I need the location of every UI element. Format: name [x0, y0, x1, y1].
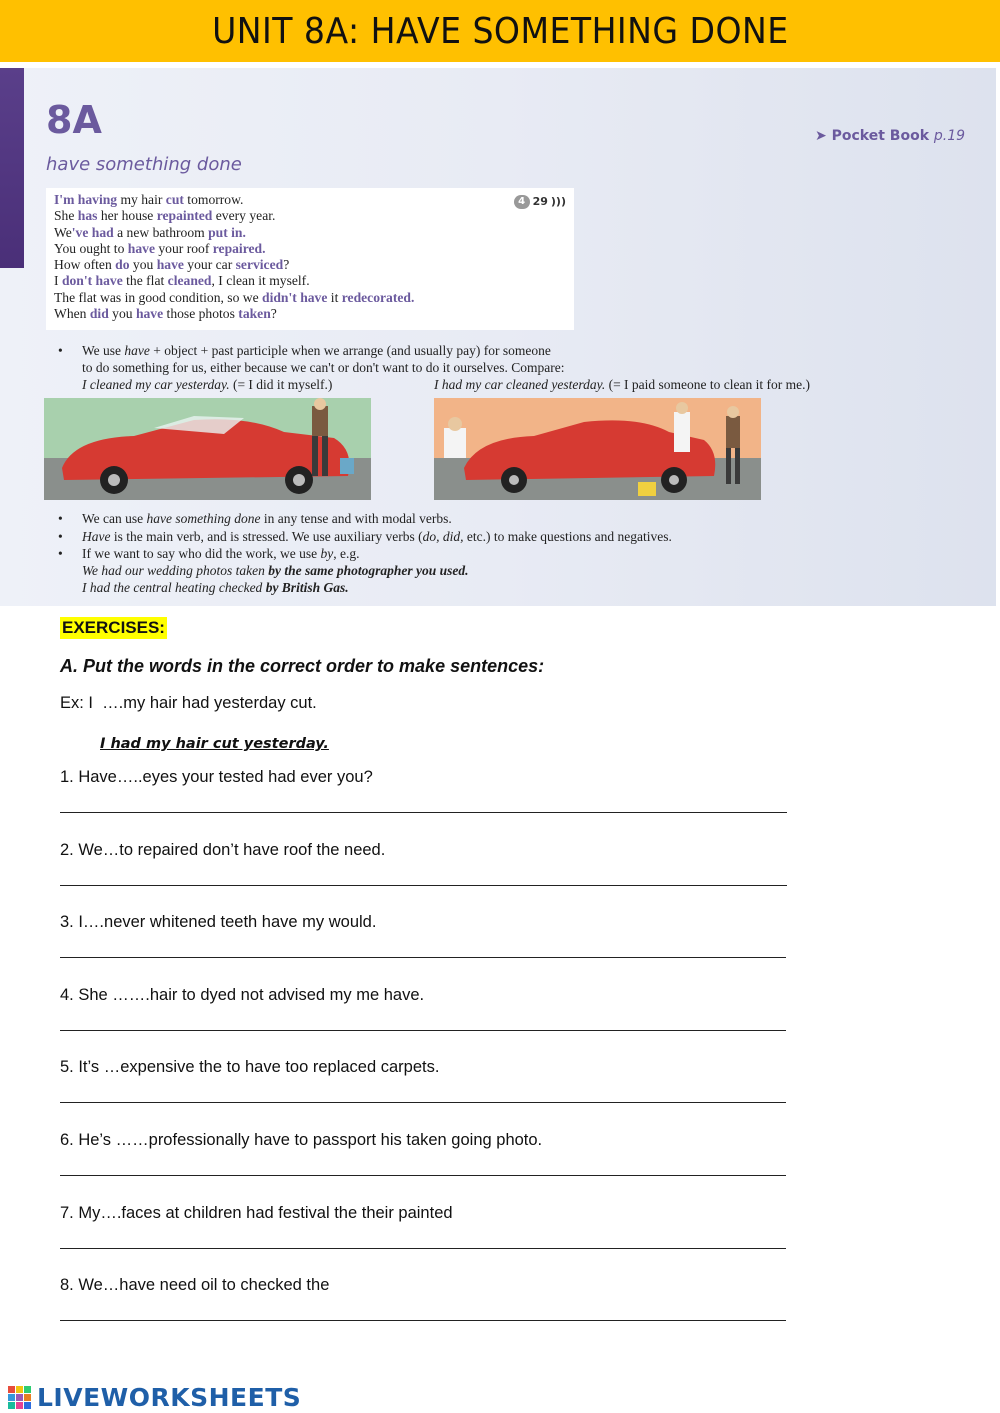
answer-line[interactable]	[60, 812, 787, 813]
audio-track-badge	[514, 194, 566, 210]
title-banner	[0, 0, 1000, 62]
note-agent: • If we want to say who did the work, we use by, e.g. We had our wedding photos taken by the same photographer you used. I had the central heating checked by British Gas.	[58, 546, 469, 595]
exercise-question: 1. Have…..eyes your tested had ever you?	[60, 768, 373, 786]
arrow-icon: ➤	[815, 128, 827, 144]
illustration-man-cleaning-car	[44, 398, 371, 500]
cd-icon: 4	[514, 195, 530, 209]
sound-waves-icon: )))	[550, 195, 566, 208]
note-stress: • Have is the main verb, and is stressed. We use auxiliary verbs (do, did, etc.) to make questions and negatives.	[58, 529, 672, 544]
example-sentence: I don't have the flat cleaned, I clean it myself.	[54, 273, 310, 289]
answer-line[interactable]	[60, 885, 787, 886]
exercise-question: 5. It’s …expensive the to have too replaced carpets.	[60, 1058, 440, 1077]
example-sentence: We've had a new bathroom put in.	[54, 224, 246, 240]
bullet-icon: •	[58, 529, 63, 544]
exercise-question: 2. We…to repaired don’t have roof the need.	[60, 840, 386, 859]
pocket-book-label: Pocket Book	[831, 128, 930, 144]
audio-track-number: 29	[532, 195, 548, 208]
grammar-topic: have something done	[46, 154, 242, 175]
exercise-question: 4. She …….hair to dyed not advised my me have.	[60, 985, 425, 1004]
bullet-icon: •	[58, 511, 63, 526]
unit-number: 8A	[46, 98, 102, 142]
brand-name: LIVEWORKSHEETS	[37, 1383, 302, 1412]
example-sentence: She has her house repainted every year.	[54, 208, 276, 224]
note-tenses: • We can use have something done in any tense and with modal verbs.	[58, 511, 452, 526]
answer-line[interactable]	[60, 1030, 786, 1031]
note-compare: I cleaned my car yesterday. (= I did it myself.) I had my car cleaned yesterday. (= I paid someone to clean it for me.)	[82, 377, 810, 392]
pocket-book-reference	[815, 128, 965, 144]
answer-line[interactable]	[60, 1175, 786, 1176]
example-sentence: How often do you have your car serviced?	[54, 257, 290, 273]
exercise-question: 7. My….faces at children had festival the their painted	[60, 1203, 453, 1222]
bullet-icon: •	[58, 343, 63, 358]
page-title: UNIT 8A: HAVE SOMETHING DONE	[211, 10, 789, 52]
exercise-instruction: A. Put the words in the correct order to make sentences:	[60, 656, 545, 676]
exercise-question: 8. We…have need oil to checked the	[60, 1276, 330, 1295]
answer-line[interactable]	[60, 1248, 786, 1249]
example-sentence: You ought to have your roof repaired.	[54, 240, 266, 256]
grammar-reference-scan	[0, 68, 996, 606]
example-sentences-box	[46, 188, 574, 330]
answer-line[interactable]	[60, 1102, 786, 1103]
exercise-question: 3. I….never whitened teeth have my would.	[60, 913, 377, 932]
answer-line[interactable]	[60, 957, 786, 958]
liveworksheets-logo-icon	[8, 1386, 31, 1409]
page-edge-strip	[0, 68, 24, 268]
example-prompt: Ex: I ….my hair had yesterday cut.	[60, 694, 317, 712]
exercises-label: EXERCISES:	[62, 618, 165, 637]
illustration-workers-cleaning-car	[434, 398, 761, 500]
example-answer: I had my hair cut yesterday.	[100, 736, 329, 752]
note-usage: • We use have + object + past participle when we arrange (and usually pay) for someone to do something for us, either because we can't or don't want to do it ourselves. Compare:	[64, 342, 884, 376]
answer-line[interactable]	[60, 1320, 786, 1321]
note-usage-line2: to do something for us, either because we can't or don't want to do it ourselves. Compare:	[82, 360, 565, 375]
bullet-icon: •	[58, 546, 63, 561]
pocket-book-page: p.19	[933, 128, 966, 144]
example-sentence: The flat was in good condition, so we didn't have it redecorated.	[54, 289, 415, 305]
footer-brand	[8, 1383, 301, 1412]
example-sentence: When did you have those photos taken?	[54, 306, 277, 322]
example-sentence: I'm having my hair cut tomorrow.	[54, 192, 244, 207]
exercise-question: 6. He’s ……professionally have to passport his taken going photo.	[60, 1131, 543, 1149]
example-list	[54, 192, 566, 322]
